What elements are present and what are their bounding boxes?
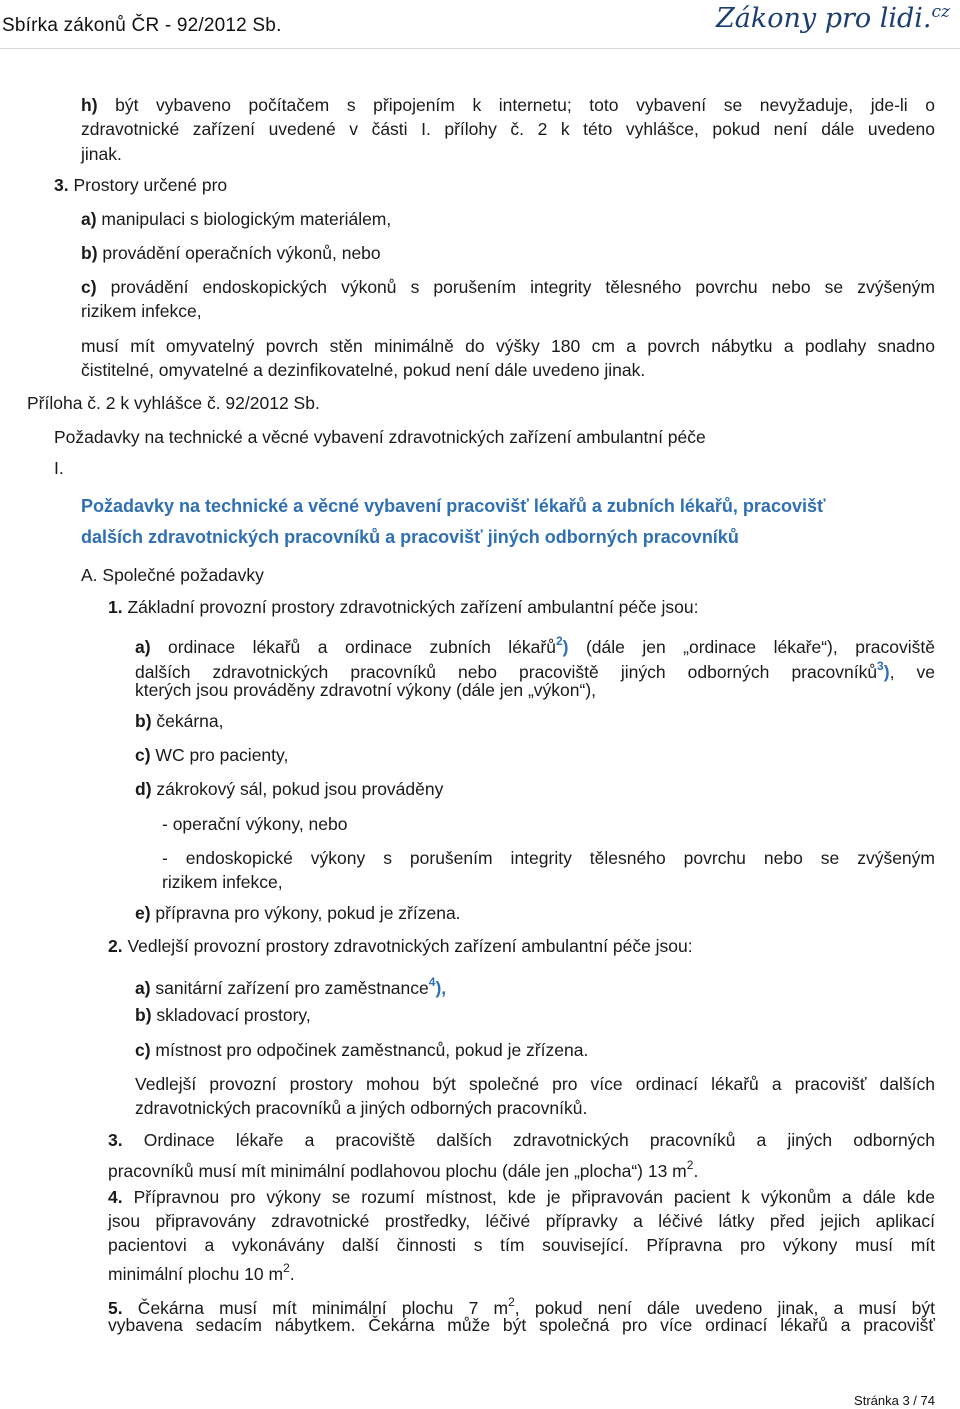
item-4-line4: minimální plochu 10 $m^2$. bbox=[108, 1261, 295, 1284]
item-4-line3: pacientovi a vykonávány další činnosti s tím související. Přípravna pro výkony musí mít bbox=[108, 1235, 935, 1255]
item-2-heading: 2. Vedlejší provozní prostory zdravotnických zařízení ambulantní péče jsou: bbox=[108, 936, 693, 956]
annex-title: Příloha č. 2 k vyhlášce č. 92/2012 Sb. bbox=[27, 393, 320, 413]
page-header bbox=[0, 0, 960, 49]
section-a-heading: A. Společné požadavky bbox=[81, 565, 264, 585]
item-1-c: c) WC pro pacienty, bbox=[135, 745, 289, 765]
item-5-line1: 5. Čekárna musí mít minimální plochu 7 $m^2$, pokud není dále uvedeno jinak, a musí být bbox=[108, 1295, 935, 1318]
paragraph-3-c-line2: rizikem infekce, bbox=[81, 301, 202, 321]
item-4-line1: 4. Přípravnou pro výkony se rozumí místnost, kde je připravován pacient k výkonům a dále kde bbox=[108, 1187, 935, 1207]
part-heading-line2: dalších zdravotnických pracovníků a pracovišť jiných odborných pracovníků bbox=[81, 527, 739, 547]
item-1-e: e) přípravna pro výkony, pokud je zřízena. bbox=[135, 903, 461, 923]
site-logo[interactable]: Zákony pro lidi.$^{cz}$ bbox=[716, 2, 950, 34]
item-3-line2: pracovníků musí mít minimální podlahovou plochu (dále jen „plocha“) 13 $m^2$. bbox=[108, 1158, 699, 1181]
page-number: Stránka 3 / 74 bbox=[854, 1393, 935, 1408]
paragraph-3-must-line1: musí mít omyvatelný povrch stěn minimálně do výšky 180 cm a povrch nábytku a podlahy snadno bbox=[81, 336, 935, 356]
clause-h-line3: jinak. bbox=[81, 144, 122, 164]
item-1-a-line3: kterých jsou prováděny zdravotní výkony (dále jen „výkon“), bbox=[135, 680, 597, 700]
item-1-a-line2: dalších zdravotnických pracovníků nebo pracoviště jiných odborných pracovníků$^3$), ve bbox=[135, 659, 935, 682]
item-2-a: a) sanitární zařízení pro zaměstnance$^4$), bbox=[135, 975, 447, 998]
item-2-c: c) místnost pro odpočinek zaměstnanců, pokud je zřízena. bbox=[135, 1040, 589, 1060]
item-1-d-sub2-line2: rizikem infekce, bbox=[162, 872, 283, 892]
item-3-line1: 3. Ordinace lékaře a pracoviště dalších zdravotnických pracovníků a jiných odborných bbox=[108, 1130, 935, 1150]
document-title: Sbírka zákonů ČR - 92/2012 Sb. bbox=[2, 15, 282, 36]
item-4-line2: jsou připravovány zdravotnické prostředky, léčivé přípravky a léčivé látky před jejich aplikací bbox=[108, 1211, 935, 1231]
item-2-b: b) skladovací prostory, bbox=[135, 1005, 311, 1025]
annex-subtitle: Požadavky na technické a věcné vybavení zdravotnických zařízení ambulantní péče bbox=[54, 427, 706, 447]
annex-part: I. bbox=[54, 458, 64, 478]
paragraph-3-must-line2: čistitelné, omyvatelné a dezinfikovatelné, pokud není dále uvedeno jinak. bbox=[81, 360, 646, 380]
paragraph-3-heading: 3. Prostory určené pro bbox=[54, 175, 228, 195]
item-2-note-line2: zdravotnických pracovníků a jiných odborných pracovníků. bbox=[135, 1098, 588, 1118]
clause-h-line2: zdravotnické zařízení uvedené v části I. přílohy č. 2 k této vyhlášce, pokud není dále uvedeno bbox=[81, 119, 935, 139]
item-1-d-sub1: - operační výkony, nebo bbox=[162, 814, 348, 834]
part-heading-line1: Požadavky na technické a věcné vybavení pracovišť lékařů a zubních lékařů, pracovišť bbox=[81, 496, 826, 516]
item-1-d: d) zákrokový sál, pokud jsou prováděny bbox=[135, 779, 444, 799]
item-2-note-line1: Vedlejší provozní prostory mohou být společné pro více ordinací lékařů a pracovišť dalších bbox=[135, 1074, 935, 1094]
clause-h-line1: h) být vybaveno počítačem s připojením k internetu; toto vybavení se nevyžaduje, jde-li o bbox=[81, 95, 935, 115]
paragraph-3-a: a) manipulaci s biologickým materiálem, bbox=[81, 209, 392, 229]
item-5-line2: vybavena sedacím nábytkem. Čekárna může být společná pro více ordinací lékařů a pracovišť bbox=[108, 1315, 935, 1335]
paragraph-3-c-line1: c) provádění endoskopických výkonů s porušením integrity tělesného povrchu nebo se zvýšeným bbox=[81, 277, 935, 297]
paragraph-3-b: b) provádění operačních výkonů, nebo bbox=[81, 243, 381, 263]
item-1-a-line1: a) ordinace lékařů a ordinace zubních lékařů$^2$) (dále jen „ordinace lékaře“), pracoviště bbox=[135, 634, 935, 657]
item-1-b: b) čekárna, bbox=[135, 711, 224, 731]
item-1-d-sub2-line1: - endoskopické výkony s porušením integrity tělesného povrchu nebo se zvýšeným bbox=[162, 848, 935, 868]
item-1-heading: 1. Základní provozní prostory zdravotnických zařízení ambulantní péče jsou: bbox=[108, 597, 699, 617]
